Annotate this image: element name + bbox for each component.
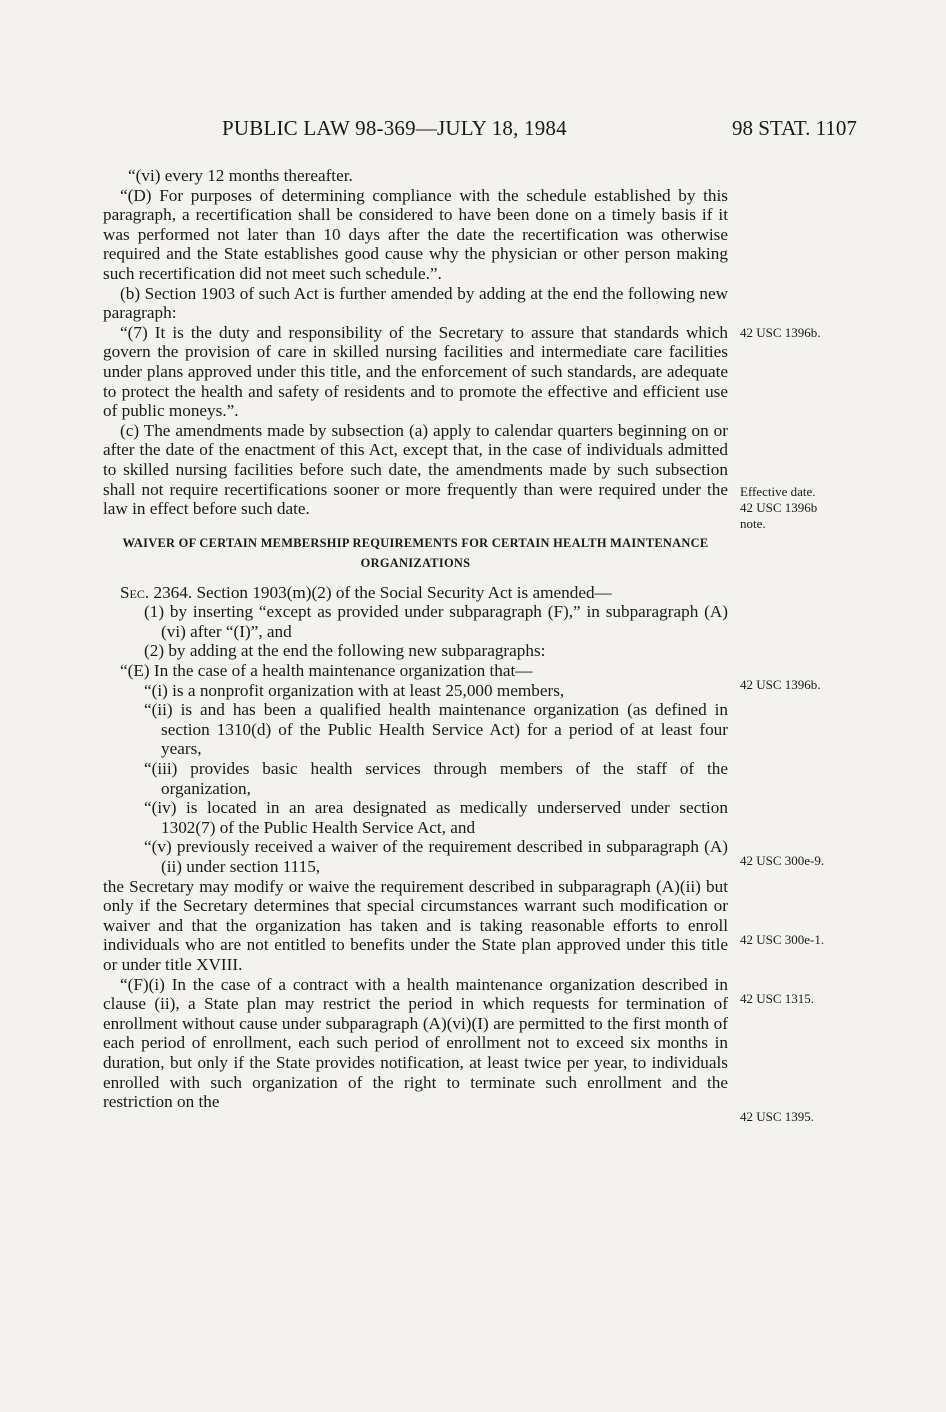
margin-note: 42 USC 1396b. [740, 325, 821, 340]
section-heading: WAIVER OF CERTAIN MEMBERSHIP REQUIREMENTS FOR CERTAIN HEALTH MAINTENANCE ORGANIZATIONS [122, 535, 709, 570]
clause-vi: “(vi) every 12 months thereafter. [128, 166, 353, 185]
body-text [103, 166, 728, 1112]
margin-note: 42 USC 1395. [740, 1109, 815, 1124]
section-2364-intro [103, 583, 728, 603]
subparagraph-e-intro: “(E) In the case of a health maintenance organization that— [120, 661, 533, 681]
subparagraph-f: “(F)(i) In the case of a contract with a health maintenance organization described in clause (ii), a State plan may restrict the period in which requests for termination of enrollment without cause under subparagraph (A)(vi)(I) are permitted to the first month of each period of enrollment, each such period of enrollment not to exceed six months in duration, but only if the State provides notification, at least twice per year, to individuals enrolled with such organization of the right to terminate such enrollment and the restriction on the [103, 974, 728, 1112]
amend-item-1: (1) by inserting “except as provided under subparagraph (F),” in subparagraph (A)(vi) after “(I)”, and [144, 602, 728, 641]
subparagraph-d: “(D) For purposes of determining compliance with the schedule established by this paragraph, a recertification shall be considered to have been done on a timely basis if it was performed not later than 10 days after the date the recertification was otherwise required and the State establishes good cause why the physician or other person making such recertification did not meet such schedule.”. [103, 185, 728, 283]
clause-e-ii: “(ii) is and has been a qualified health maintenance organization (as defined in section 1310(d) of the Public Health Service Act) for a period of at least four years, [144, 700, 728, 759]
paragraph-7: “(7) It is the duty and responsibility of the Secretary to assure that standards which govern the provision of care in skilled nursing facilities and intermediate care facilities under plans approved under this title, and the enforcement of such standards, are adequate to protect the health and safety of residents and to promote the effective and efficient use of public moneys.”. [103, 322, 728, 421]
margin-note: note. [740, 516, 766, 531]
clause-e-iv: “(iv) is located in an area designated as medically underserved under section 1302(7) of the Public Health Service Act, and [144, 798, 728, 837]
page-header-stat: 98 STAT. 1107 [732, 116, 857, 140]
margin-note: 42 USC 300e-1. [740, 932, 825, 947]
margin-note: 42 USC 1315. [740, 991, 815, 1006]
clause-e-v: “(v) previously received a waiver of the requirement described in subparagraph (A)(ii) under section 1115, [144, 837, 728, 876]
subsection-c: (c) The amendments made by subsection (a) apply to calendar quarters beginning on or after the date of the enactment of this Act, except that, in the case of individuals admitted to skilled nursing facilities before such date, the amendments made by such subsection shall not require recertifications sooner or more frequently than were required under the law in effect before such date. [103, 420, 728, 519]
section-label: Sec. 2364. [120, 582, 193, 602]
clause-e-i: “(i) is a nonprofit organization with at least 25,000 members, [144, 680, 565, 700]
margin-note: Effective date. [740, 484, 816, 499]
page-header-title: PUBLIC LAW 98-369—JULY 18, 1984 [222, 116, 567, 140]
section-intro-text: Section 1903(m)(2) of the Social Security Act is amended— [196, 582, 612, 602]
margin-note: 42 USC 1396b. [740, 677, 821, 692]
amend-item-2: (2) by adding at the end the following new subparagraphs: [144, 641, 546, 661]
margin-note: 42 USC 300e-9. [740, 853, 825, 868]
subparagraph-e-close: the Secretary may modify or waive the requirement described in subparagraph (A)(ii) but only if the Secretary determines that special circumstances warrant such modification or waiver and that the organization has taken and is taking reasonable efforts to enroll individuals who are not entitled to benefits under the State plan approved under this title or under title XVIII. [103, 876, 728, 974]
subsection-b: (b) Section 1903 of such Act is further amended by adding at the end the following new paragraph: [103, 283, 728, 323]
clause-e-iii: “(iii) provides basic health services through members of the staff of the organization, [144, 759, 728, 798]
margin-note: 42 USC 1396b [740, 500, 818, 515]
